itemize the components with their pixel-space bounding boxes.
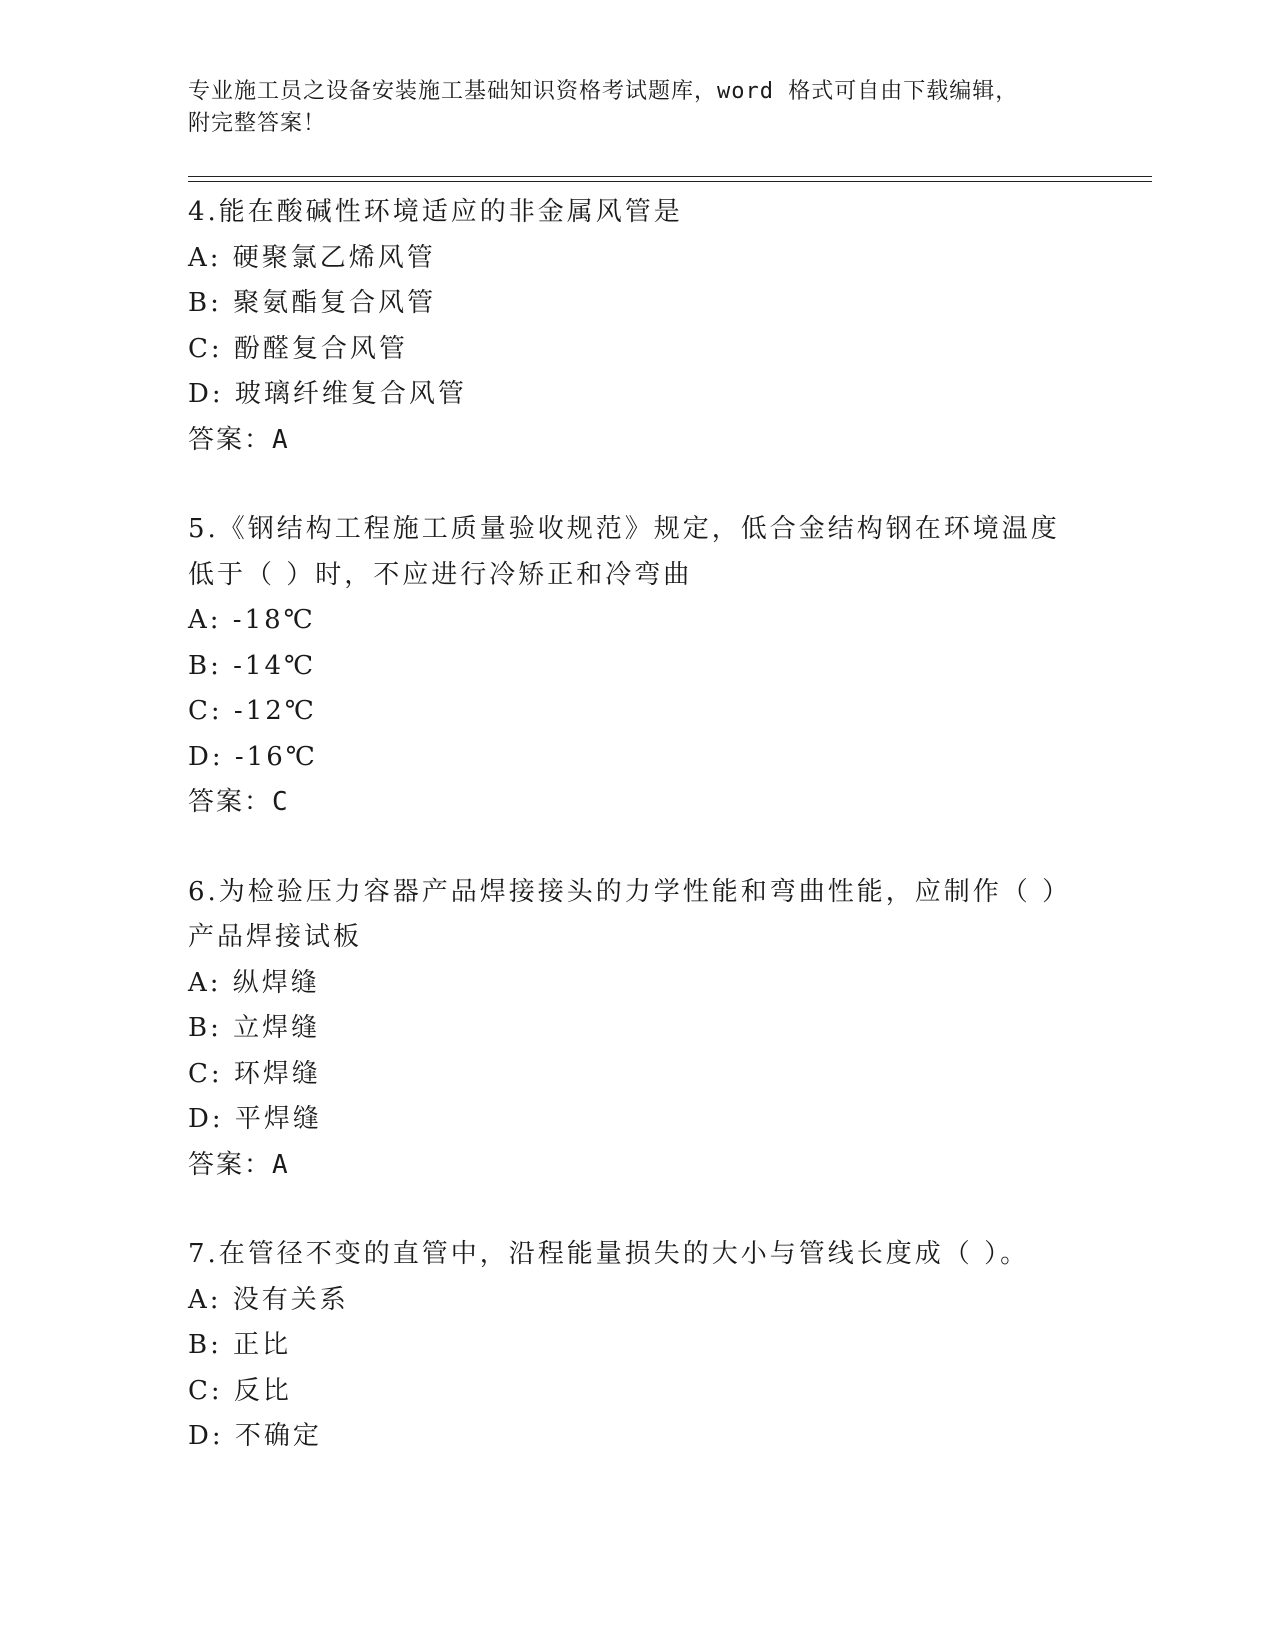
option-a: A: -18℃ bbox=[188, 605, 316, 635]
question-list bbox=[188, 190, 1088, 1504]
option-c: C: -12℃ bbox=[188, 696, 317, 726]
option-c: C: 酚醛复合风管 bbox=[188, 333, 408, 364]
header-line-2: 附完整答案！ bbox=[188, 111, 327, 136]
option-b: B: 正比 bbox=[188, 1330, 292, 1360]
option-b: B: -14℃ bbox=[188, 650, 317, 681]
option-b: B: 立焊缝 bbox=[188, 1013, 321, 1043]
question-4 bbox=[188, 190, 1088, 463]
option-d: D: 玻璃纤维复合风管 bbox=[188, 379, 467, 409]
question-5 bbox=[188, 507, 1088, 826]
option-b: B: 聚氨酯复合风管 bbox=[188, 288, 437, 318]
option-a: A: 硬聚氯乙烯风管 bbox=[188, 242, 436, 273]
option-c: C: 反比 bbox=[188, 1375, 292, 1406]
header-divider-top bbox=[188, 176, 1152, 177]
answer-line: 答案：A bbox=[188, 1149, 290, 1180]
answer-line: 答案：A bbox=[188, 424, 290, 455]
question-stem: 5.《钢结构工程施工质量验收规范》规定，低合金结构钢在环境温度低于（ ）时，不应进行冷矫正和冷弯曲 bbox=[188, 514, 1060, 590]
question-7 bbox=[188, 1232, 1088, 1460]
option-d: D: 不确定 bbox=[188, 1421, 322, 1451]
question-6 bbox=[188, 870, 1088, 1189]
option-d: D: -16℃ bbox=[188, 741, 318, 772]
question-stem: 6.为检验压力容器产品焊接接头的力学性能和弯曲性能，应制作（ ）产品焊接试板 bbox=[188, 876, 1072, 952]
question-stem: 7.在管径不变的直管中，沿程能量损失的大小与管线长度成（ ）。 bbox=[188, 1239, 1030, 1269]
question-stem: 4.能在酸碱性环境适应的非金属风管是 bbox=[188, 197, 683, 227]
header-divider-bottom bbox=[188, 181, 1152, 182]
document-header bbox=[188, 76, 1088, 140]
option-c: C: 环焊缝 bbox=[188, 1058, 321, 1089]
option-a: A: 纵焊缝 bbox=[188, 967, 320, 998]
option-a: A: 没有关系 bbox=[188, 1284, 349, 1315]
header-line-1: 专业施工员之设备安装施工基础知识资格考试题库，word 格式可自由下载编辑， bbox=[188, 79, 1019, 104]
answer-line: 答案：C bbox=[188, 787, 290, 817]
option-d: D: 平焊缝 bbox=[188, 1104, 322, 1134]
